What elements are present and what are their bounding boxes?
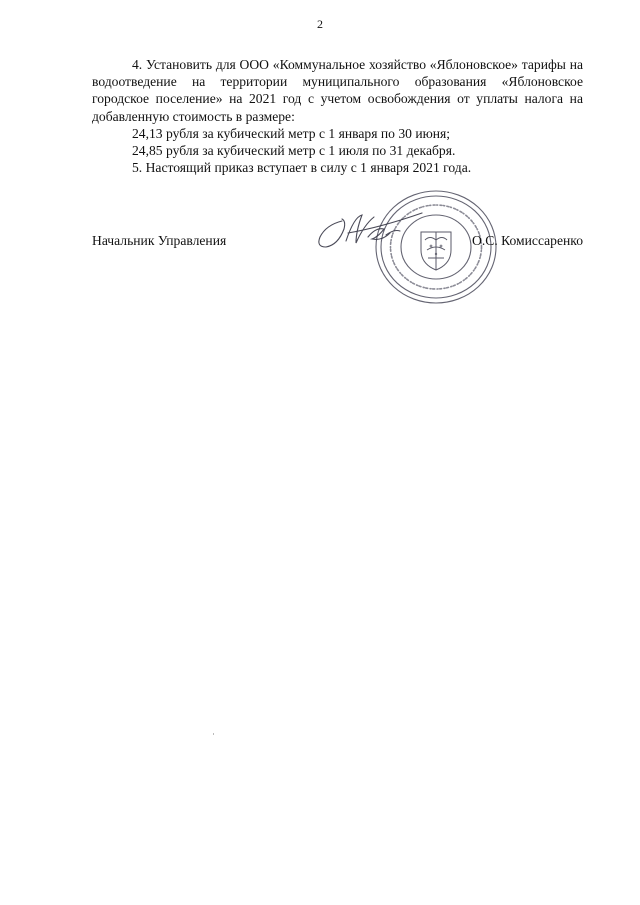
- signatory-position: Начальник Управления: [92, 233, 227, 248]
- paragraph-5: 5. Настоящий приказ вступает в силу с 1 января 2021 года.: [132, 160, 472, 176]
- signature-block: [92, 232, 583, 252]
- scan-speck: [213, 733, 214, 735]
- signatory-name: О.С. Комиссаренко: [472, 233, 583, 248]
- tariff-first-half: 24,13 рубля за кубический метр с 1 января по 30 июня;: [132, 125, 451, 141]
- paragraph-4: 4. Установить для ООО «Коммунальное хозяйство «Яблоновское» тарифы на водоотведение на территории муниципального образования «Яблоновское городское поселение» на 2021 год с учетом освобождения от уплаты налога на добавленную стоимость в размере:: [92, 57, 583, 124]
- tariff-second-half: 24,85 рубля за кубический метр с 1 июля по 31 декабря.: [132, 143, 456, 159]
- page-number: 2: [317, 17, 323, 31]
- document-body: [92, 56, 583, 176]
